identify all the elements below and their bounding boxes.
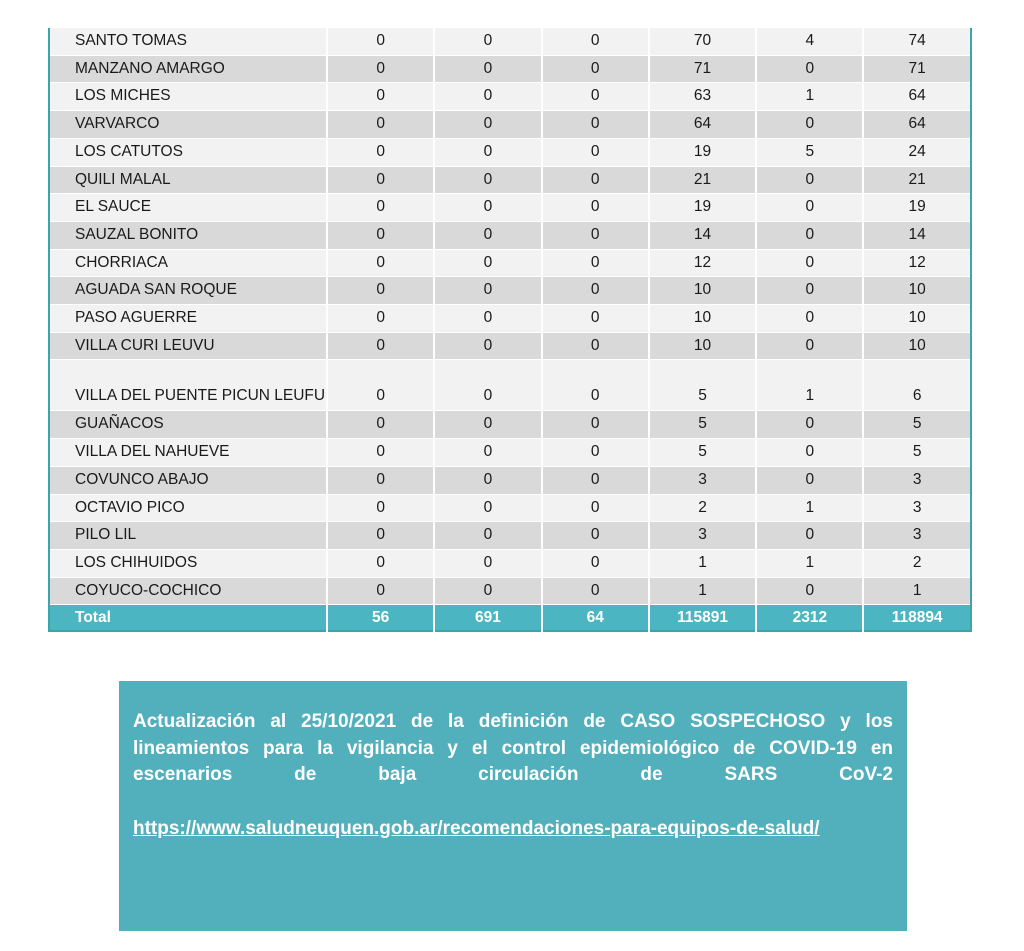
cell-value: 0	[434, 577, 541, 605]
total-value: 64	[542, 605, 649, 632]
locality-name: CHORRIACA	[49, 249, 327, 277]
cell-value: 0	[542, 221, 649, 249]
cell-value: 0	[327, 439, 434, 467]
cell-value: 0	[542, 411, 649, 439]
cell-value: 0	[327, 466, 434, 494]
table-row	[49, 249, 971, 277]
table-row	[49, 55, 971, 83]
cell-value: 3	[863, 522, 970, 550]
total-row	[49, 605, 971, 632]
cell-value: 14	[649, 221, 756, 249]
cell-value: 10	[863, 305, 970, 333]
table-row	[49, 28, 971, 55]
locality-name: COVUNCO ABAJO	[49, 466, 327, 494]
cell-value: 0	[434, 549, 541, 577]
cell-value: 19	[649, 194, 756, 222]
table-row	[49, 494, 971, 522]
cell-value: 0	[327, 111, 434, 139]
table-row	[49, 138, 971, 166]
table-row	[49, 360, 971, 411]
cell-value: 10	[649, 305, 756, 333]
table-row	[49, 522, 971, 550]
cell-value: 0	[756, 221, 863, 249]
cell-value: 0	[327, 305, 434, 333]
cell-value: 0	[756, 305, 863, 333]
cell-value: 0	[542, 577, 649, 605]
cell-value: 21	[863, 166, 970, 194]
cell-value: 5	[863, 439, 970, 467]
cell-value: 0	[327, 249, 434, 277]
cell-value: 0	[327, 360, 434, 411]
locality-name: AGUADA SAN ROQUE	[49, 277, 327, 305]
cell-value: 70	[649, 28, 756, 55]
cell-value: 0	[542, 360, 649, 411]
locality-name: SAUZAL BONITO	[49, 221, 327, 249]
locality-name: SANTO TOMAS	[49, 28, 327, 55]
locality-name: MANZANO AMARGO	[49, 55, 327, 83]
cell-value: 0	[434, 277, 541, 305]
locality-name: EL SAUCE	[49, 194, 327, 222]
cell-value: 0	[542, 332, 649, 360]
locality-name: LOS CHIHUIDOS	[49, 549, 327, 577]
locality-name: LOS CATUTOS	[49, 138, 327, 166]
table-row	[49, 194, 971, 222]
cell-value: 0	[542, 305, 649, 333]
cell-value: 0	[434, 305, 541, 333]
cases-by-locality-table	[48, 28, 972, 632]
cell-value: 3	[649, 466, 756, 494]
cell-value: 0	[542, 522, 649, 550]
locality-name: PASO AGUERRE	[49, 305, 327, 333]
cell-value: 21	[649, 166, 756, 194]
locality-name: OCTAVIO PICO	[49, 494, 327, 522]
info-text: Actualización al 25/10/2021 de la definición de CASO SOSPECHOSO y los lineamientos para la vigilancia y el control epidemiológico de COVID-19 en escenarios de baja circulación de SARS CoV-2	[133, 711, 893, 785]
cell-value: 0	[434, 439, 541, 467]
cell-value: 0	[434, 249, 541, 277]
cell-value: 0	[327, 83, 434, 111]
cell-value: 0	[434, 494, 541, 522]
cell-value: 0	[756, 466, 863, 494]
cell-value: 5	[863, 411, 970, 439]
cell-value: 12	[863, 249, 970, 277]
cell-value: 71	[863, 55, 970, 83]
cell-value: 24	[863, 138, 970, 166]
cell-value: 0	[327, 332, 434, 360]
cell-value: 5	[649, 439, 756, 467]
cell-value: 0	[542, 166, 649, 194]
cell-value: 0	[756, 111, 863, 139]
table-row	[49, 549, 971, 577]
cell-value: 1	[756, 360, 863, 411]
locality-name: COYUCO-COCHICO	[49, 577, 327, 605]
cell-value: 0	[327, 194, 434, 222]
cell-value: 0	[327, 138, 434, 166]
cell-value: 0	[434, 332, 541, 360]
cell-value: 0	[542, 249, 649, 277]
cell-value: 3	[649, 522, 756, 550]
cell-value: 0	[542, 277, 649, 305]
cell-value: 0	[327, 55, 434, 83]
locality-name: VILLA CURI LEUVU	[49, 332, 327, 360]
locality-name: PILO LIL	[49, 522, 327, 550]
cell-value: 0	[434, 111, 541, 139]
cell-value: 6	[863, 360, 970, 411]
table-row	[49, 166, 971, 194]
cell-value: 0	[756, 277, 863, 305]
locality-name: VILLA DEL NAHUEVE	[49, 439, 327, 467]
cell-value: 0	[542, 494, 649, 522]
info-box	[119, 681, 907, 931]
cell-value: 0	[542, 111, 649, 139]
locality-name: GUAÑACOS	[49, 411, 327, 439]
table-row	[49, 577, 971, 605]
cell-value: 0	[756, 249, 863, 277]
cell-value: 0	[327, 494, 434, 522]
cell-value: 19	[863, 194, 970, 222]
cell-value: 0	[756, 577, 863, 605]
cell-value: 0	[434, 360, 541, 411]
cell-value: 2	[649, 494, 756, 522]
cell-value: 3	[863, 494, 970, 522]
locality-name: VILLA DEL PUENTE PICUN LEUFU	[49, 360, 327, 411]
cell-value: 10	[863, 332, 970, 360]
cell-value: 0	[756, 411, 863, 439]
cell-value: 12	[649, 249, 756, 277]
cell-value: 1	[756, 494, 863, 522]
cell-value: 0	[756, 55, 863, 83]
cell-value: 0	[756, 522, 863, 550]
cell-value: 10	[649, 277, 756, 305]
total-label: Total	[49, 605, 327, 632]
cell-value: 3	[863, 466, 970, 494]
total-value: 691	[434, 605, 541, 632]
cell-value: 63	[649, 83, 756, 111]
cell-value: 0	[327, 577, 434, 605]
cell-value: 64	[649, 111, 756, 139]
cell-value: 0	[327, 277, 434, 305]
cell-value: 1	[756, 549, 863, 577]
cell-value: 5	[649, 360, 756, 411]
cell-value: 0	[542, 439, 649, 467]
table-row	[49, 466, 971, 494]
cell-value: 10	[649, 332, 756, 360]
cell-value: 0	[327, 28, 434, 55]
total-value: 118894	[863, 605, 970, 632]
cell-value: 0	[542, 138, 649, 166]
cell-value: 0	[756, 166, 863, 194]
cell-value: 0	[434, 166, 541, 194]
cell-value: 0	[434, 466, 541, 494]
cell-value: 0	[542, 194, 649, 222]
cell-value: 0	[327, 549, 434, 577]
cell-value: 14	[863, 221, 970, 249]
table-row	[49, 277, 971, 305]
cell-value: 0	[434, 194, 541, 222]
total-value: 2312	[756, 605, 863, 632]
cell-value: 0	[434, 411, 541, 439]
cell-value: 0	[542, 466, 649, 494]
cell-value: 19	[649, 138, 756, 166]
table-row	[49, 221, 971, 249]
cell-value: 1	[756, 83, 863, 111]
cell-value: 5	[756, 138, 863, 166]
total-value: 115891	[649, 605, 756, 632]
cell-value: 4	[756, 28, 863, 55]
cell-value: 0	[756, 194, 863, 222]
cell-value: 0	[756, 332, 863, 360]
locality-name: QUILI MALAL	[49, 166, 327, 194]
cell-value: 0	[327, 522, 434, 550]
cell-value: 0	[434, 522, 541, 550]
cell-value: 71	[649, 55, 756, 83]
cell-value: 64	[863, 111, 970, 139]
table-row	[49, 411, 971, 439]
cell-value: 0	[542, 83, 649, 111]
locality-name: LOS MICHES	[49, 83, 327, 111]
table-body	[49, 28, 971, 631]
table-row	[49, 111, 971, 139]
cell-value: 1	[863, 577, 970, 605]
table-row	[49, 332, 971, 360]
cell-value: 0	[327, 411, 434, 439]
cell-value: 0	[434, 55, 541, 83]
table-row	[49, 305, 971, 333]
cell-value: 0	[434, 83, 541, 111]
cell-value: 0	[434, 221, 541, 249]
cell-value: 0	[434, 138, 541, 166]
table-row	[49, 83, 971, 111]
cell-value: 1	[649, 577, 756, 605]
cell-value: 0	[542, 549, 649, 577]
cell-value: 0	[542, 55, 649, 83]
total-value: 56	[327, 605, 434, 632]
cell-value: 0	[327, 221, 434, 249]
cell-value: 10	[863, 277, 970, 305]
table-row	[49, 439, 971, 467]
cell-value: 0	[542, 28, 649, 55]
cell-value: 0	[327, 166, 434, 194]
locality-name: VARVARCO	[49, 111, 327, 139]
info-link[interactable]: https://www.saludneuquen.gob.ar/recomendaciones-para-equipos-de-salud/	[133, 817, 820, 839]
cell-value: 0	[756, 439, 863, 467]
cell-value: 74	[863, 28, 970, 55]
cell-value: 1	[649, 549, 756, 577]
cell-value: 0	[434, 28, 541, 55]
cell-value: 5	[649, 411, 756, 439]
cell-value: 2	[863, 549, 970, 577]
cell-value: 64	[863, 83, 970, 111]
